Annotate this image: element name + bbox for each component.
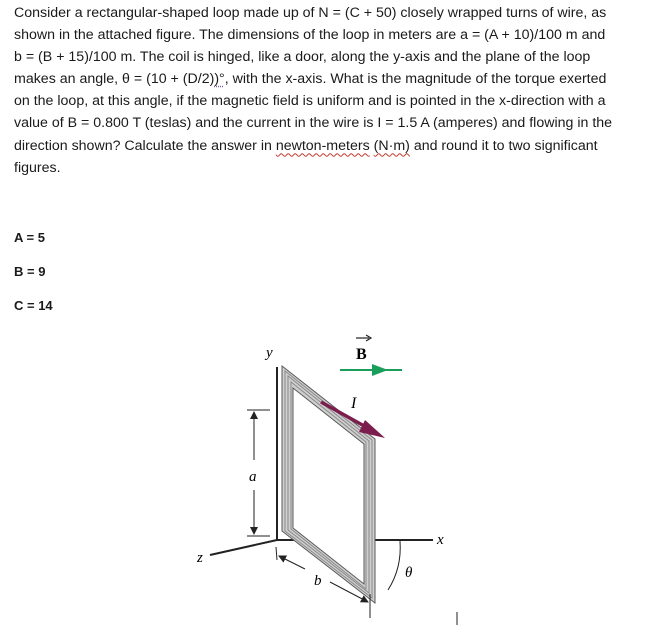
label-z: z xyxy=(197,550,203,566)
label-b-field: B xyxy=(356,346,367,363)
unit-symbol: (N·m) xyxy=(373,137,410,154)
theta-closing: )° xyxy=(214,71,225,88)
dimension-b-tick-left xyxy=(276,547,277,560)
problem-line-7-start: direction shown? Calculate the answer in xyxy=(14,137,276,154)
variable-a: A = 5 xyxy=(14,230,45,245)
problem-line-8: figures. xyxy=(14,159,61,176)
variable-b: B = 9 xyxy=(14,264,46,279)
z-axis xyxy=(210,540,277,555)
dimension-b-arrow-left xyxy=(279,556,305,569)
label-x: x xyxy=(437,532,444,548)
problem-line-7-end: and round it to two significant xyxy=(409,137,598,154)
label-current: I xyxy=(351,395,357,412)
variable-c: C = 14 xyxy=(14,298,53,313)
problem-line-2: shown in the attached figure. The dimensions of the loop in meters are a = (A + 10)/100 m and xyxy=(14,27,606,44)
coil-inner-cutout xyxy=(293,388,364,584)
label-b-dimension: b xyxy=(314,573,322,589)
label-theta: θ xyxy=(405,565,413,581)
label-y: y xyxy=(266,345,273,361)
theta-expression: makes an angle, θ = (10 + (D/2) xyxy=(14,71,215,88)
problem-line-3: b = (B + 15)/100 m. The coil is hinged, like a door, along the y-axis and the plane of the loop xyxy=(14,49,591,66)
problem-line-5: on the loop, at this angle, if the magnetic field is uniform and is pointed in the x-direction with a xyxy=(14,93,606,110)
unit-newton-meters: newton-meters xyxy=(275,137,370,154)
problem-line-6: value of B = 0.800 T (teslas) and the current in the wire is I = 1.5 A (amperes) and flowing in the xyxy=(14,115,613,132)
theta-arc xyxy=(388,541,400,590)
problem-line-4-rest: , with the x-axis. What is the magnitude of the torque exerted xyxy=(224,71,607,88)
coil xyxy=(282,366,375,603)
label-a: a xyxy=(249,469,257,485)
problem-line-1: Consider a rectangular-shaped loop made up of N = (C + 50) closely wrapped turns of wire, as xyxy=(14,5,607,21)
